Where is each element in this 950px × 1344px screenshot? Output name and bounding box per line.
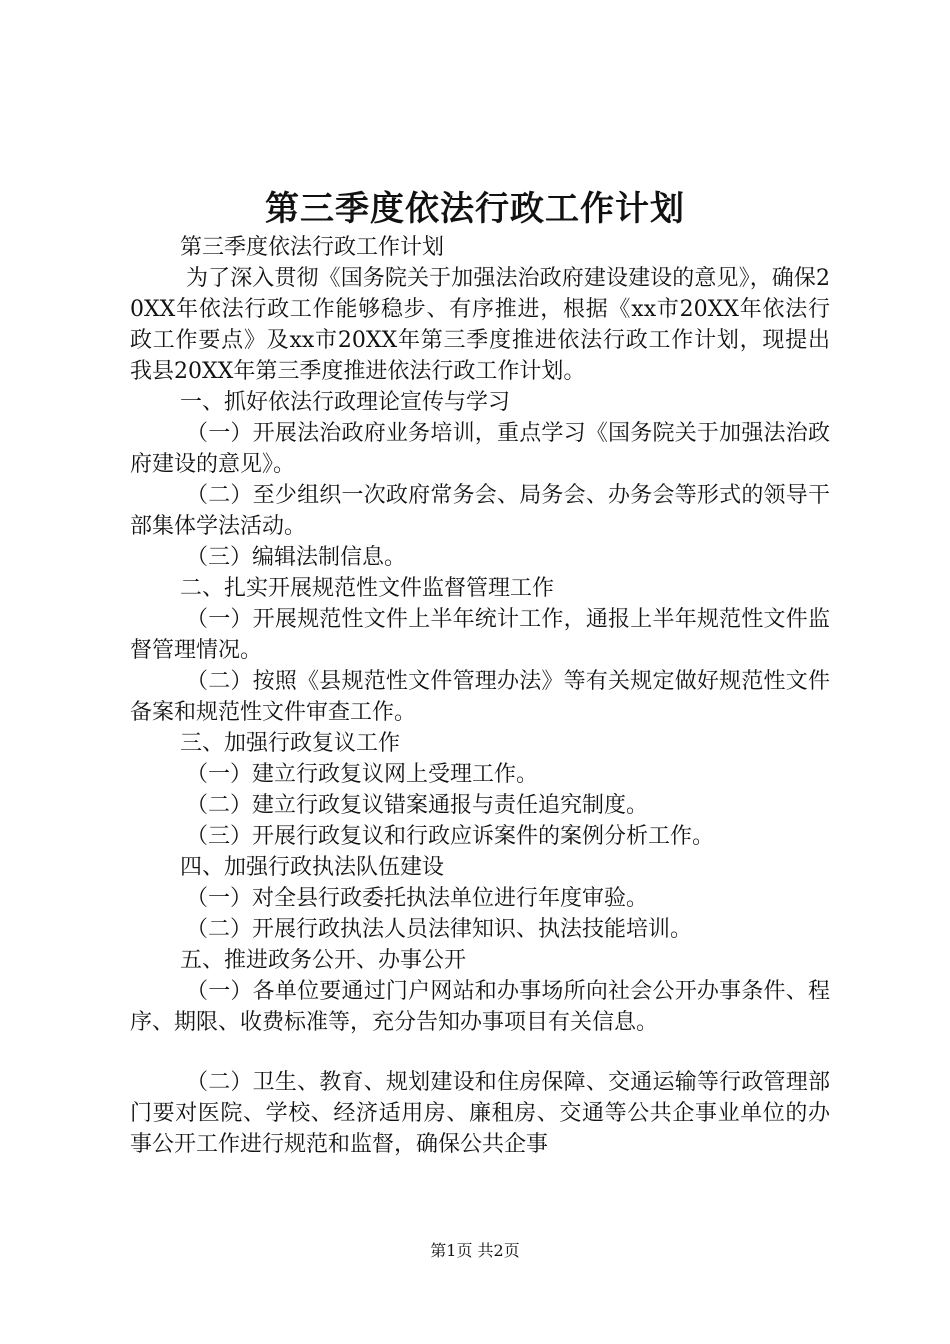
paragraph-item: （三）开展行政复议和行政应诉案件的案例分析工作。 (186, 824, 715, 849)
paragraph-item: （一）各单位要通过门户网站和办事场所向社会公开办事条件、程序、期限、收费标准等，充分告知办事项目有关信息。 (130, 979, 830, 1035)
section-heading-3: 三、加强行政复议工作 (180, 731, 401, 756)
paragraph-item: （一）开展规范性文件上半年统计工作，通报上半年规范性文件监督管理情况。 (130, 607, 830, 663)
paragraph-item: （二）开展行政执法人员法律知识、执法技能培训。 (186, 917, 693, 942)
paragraph-item: （二）至少组织一次政府常务会、局务会、办务会等形式的领导干部集体学法活动。 (130, 483, 830, 539)
paragraph-item: （二）建立行政复议错案通报与责任追究制度。 (186, 793, 649, 818)
section-heading-2: 二、扎实开展规范性文件监督管理工作 (180, 576, 555, 601)
paragraph-item: （一）对全县行政委托执法单位进行年度审验。 (186, 886, 649, 911)
paragraph-item: （二）卫生、教育、规划建设和住房保障、交通运输等行政管理部门要对医院、学校、经济适用房、廉租房、交通等公共企事业单位的办事公开工作进行规范和监督，确保公共企事 (130, 1070, 830, 1157)
paragraph-item: （三）编辑法制信息。 (186, 545, 407, 570)
section-heading-5: 五、推进政务公开、办事公开 (180, 948, 467, 973)
paragraph-subtitle: 第三季度依法行政工作计划 (180, 235, 445, 260)
section-heading-1: 一、抓好依法行政理论宣传与学习 (180, 390, 511, 415)
paragraph-item: （一）开展法治政府业务培训，重点学习《国务院关于加强法治政府建设的意见》。 (130, 421, 830, 477)
section-heading-4: 四、加强行政执法队伍建设 (180, 855, 445, 880)
document-body (130, 232, 830, 1160)
paragraph-item: （二）按照《县规范性文件管理办法》等有关规定做好规范性文件备案和规范性文件审查工作。 (130, 669, 830, 725)
paragraph-item: （一）建立行政复议网上受理工作。 (186, 762, 539, 787)
document-title: 第三季度依法行政工作计划 (265, 189, 685, 229)
paragraph-intro: 为了深入贯彻《国务院关于加强法治政府建设建设的意见》，确保20XX年依法行政工作能够稳步、有序推进，根据《xx市20XX年依法行政工作要点》及xx市20XX年第三季度推进依法行政工作计划，现提出我县20XX年第三季度推进依法行政工作计划。 (130, 266, 830, 384)
page-footer: 第1页 共2页 (430, 1241, 520, 1260)
